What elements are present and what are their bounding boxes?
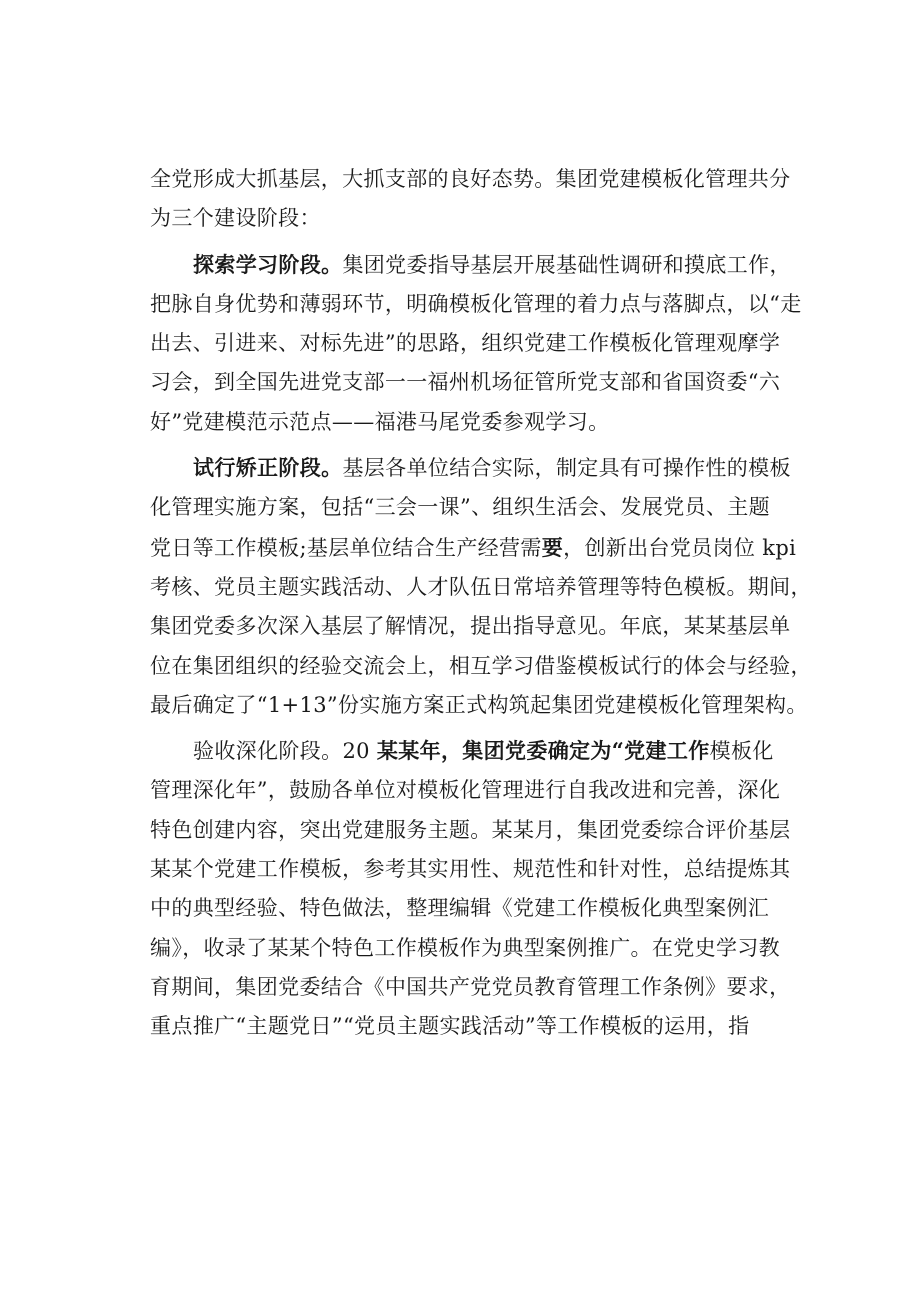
text-line: 把脉自身优势和薄弱环节，明确模板化管理的着力点与落脚点，以“走 bbox=[150, 291, 802, 316]
text-line: 某某个党建工作模板，参考其实用性、规范性和针对性，总结提炼其 bbox=[150, 857, 791, 882]
text-line: 中的典型经验、特色做法，整理编辑《党建工作模板化典型案例汇 bbox=[150, 896, 770, 921]
text-line: 为三个建设阶段： bbox=[150, 206, 321, 231]
section-heading-trial: 试行矫正阶段。 bbox=[193, 455, 343, 481]
text-line: 化管理实施方案，包括“三会一课”、组织生活会、发展党员、主题 bbox=[150, 495, 770, 520]
paragraph-accept bbox=[150, 731, 808, 1046]
text-run: 模板化 bbox=[709, 739, 774, 764]
text-line: 习会，到全国先进党支部一一福州机场征管所党支部和省国资委“六 bbox=[150, 370, 781, 395]
paragraph-intro bbox=[150, 160, 808, 239]
section-heading-accept: 验收深化阶段。20 bbox=[193, 739, 377, 764]
text-run: 集团党委指导基层开展基础性调研和摸底工作， bbox=[342, 252, 791, 277]
text-run: 党日等工作模板;基层单位结合生产经营需 bbox=[150, 535, 542, 560]
text-line-first bbox=[150, 245, 808, 285]
text-line: 全党形成大抓基层，大抓支部的良好态势。集团党建模板化管理共分 bbox=[150, 167, 791, 191]
text-run: 基层各单位结合实际，制定具有可操作性的模板 bbox=[342, 456, 791, 481]
text-line-first bbox=[150, 731, 808, 771]
bold-segment: 某某年，集团党委确定为“党建工作 bbox=[376, 738, 710, 764]
text-line: 最后确定了“1+13”份实施方案正式构筑起集团党建模板化管理架构。 bbox=[150, 692, 808, 717]
text-line: 重点推广“主题党日”“党员主题实践活动”等工作模板的运用，指 bbox=[150, 1014, 750, 1039]
text-line: 集团党委多次深入基层了解情况，提出指导意见。年底，某某基层单 bbox=[150, 614, 791, 639]
section-heading-explore: 探索学习阶段。 bbox=[193, 251, 343, 277]
text-line-mixed bbox=[150, 528, 808, 568]
text-run: ，创新出台党员岗位 kpi bbox=[563, 535, 797, 560]
text-line: 出去、引进来、对标先进”的思路，组织党建工作模板化管理观摩学 bbox=[150, 331, 781, 356]
paragraph-trial bbox=[150, 448, 812, 725]
text-line: 特色创建内容，突出党建服务主题。某某月，集团党委综合评价基层 bbox=[150, 817, 791, 842]
text-line: 育期间，集团党委结合《中国共产党党员教育管理工作条例》要求， bbox=[150, 974, 791, 999]
text-line: 编》，收录了某某个特色工作模板作为典型案例推广。在党史学习教 bbox=[150, 935, 780, 960]
paragraph-explore bbox=[150, 245, 808, 442]
text-line: 好”党建模范示范点——福港马尾党委参观学习。 bbox=[150, 409, 610, 434]
text-line: 管理深化年”，鼓励各单位对模板化管理进行自我改进和完善，深化 bbox=[150, 778, 781, 803]
text-line: 考核、党员主题实践活动、人才队伍日常培养管理等特色模板。期间， bbox=[150, 574, 812, 599]
bold-word: 要 bbox=[541, 534, 564, 560]
text-line: 位在集团组织的经验交流会上，相互学习借鉴模板试行的体会与经验， bbox=[150, 653, 812, 678]
text-line-first bbox=[150, 448, 808, 488]
